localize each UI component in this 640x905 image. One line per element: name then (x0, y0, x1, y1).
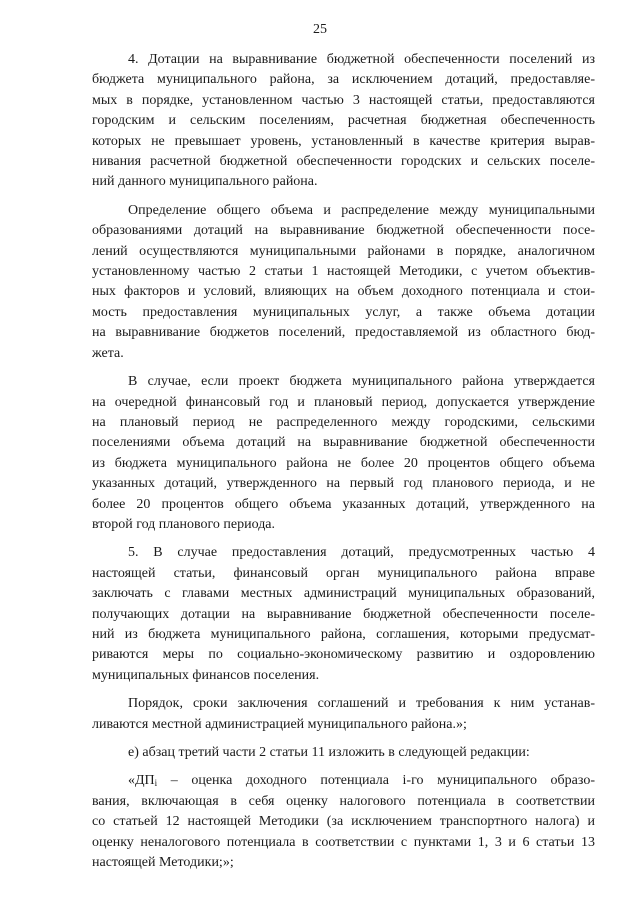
text-line: настоящей статьи, финансовый орган муниципального района вправе (92, 565, 595, 581)
text-line: Определение общего объема и распределение между муниципальными (128, 202, 595, 218)
paragraph-planning-period (92, 372, 595, 535)
text-line: заключать с главами местных администраций муниципальных образований, (92, 586, 595, 602)
text-line: е) абзац третий части 2 статьи 11 изложить в следующей редакции: (128, 745, 530, 760)
text-line: оценку неналогового потенциала в соответствии с пунктами 1, 3 и 6 статьи 13 (92, 834, 595, 850)
text-line: лений осуществляются муниципальными районами в порядке, аналогичном (92, 243, 595, 259)
text-line: получающих дотации на выравнивание бюджетной обеспеченности поселе- (92, 606, 595, 622)
paragraph-4-dotations (92, 50, 595, 193)
text-line: более 20 процентов общего объема указанных дотаций, утвержденного на (92, 496, 595, 512)
text-line: на очередной финансовый год и плановый период, допускается утверждение (92, 394, 595, 410)
text-line: на плановый период не распределенного между городскими, сельскими (92, 414, 595, 430)
text-line: риваются меры по социально-экономическому развитию и оздоровлению (92, 647, 595, 663)
text-line: поселениями объема дотаций на выравнивание бюджетной обеспеченности (92, 435, 595, 451)
text-line: В случае, если проект бюджета муниципального района утверждается (128, 374, 595, 390)
text-line: мость предоставления муниципальных услуг, а также объема дотации (92, 304, 595, 320)
text-line: городским и сельским поселениям, расчетная бюджетная обеспеченность (92, 113, 595, 129)
text-line: жета. (92, 345, 124, 361)
text-line: муниципальных финансов поселения. (92, 667, 320, 683)
text-line: ливаются местной администрацией муниципального района.»; (92, 716, 467, 732)
text-line: ных факторов и условий, влияющих на объем доходного потенциала и стои- (92, 284, 595, 300)
text-line: нивания расчетной бюджетной обеспеченности городских и сельских поселе- (92, 154, 595, 170)
text-line: со статьей 12 настоящей Методики (за исключением транспортного налога) и (92, 814, 595, 830)
formula-subscript: i (154, 778, 158, 789)
text-line: 4. Дотации на выравнивание бюджетной обеспеченности поселений из (128, 52, 595, 67)
paragraph-procedure (92, 694, 595, 735)
text-line: которых не превышает уровень, установленный в качестве критерия вырав- (92, 133, 595, 149)
text-line (92, 771, 595, 791)
text-line: 5. В случае предоставления дотаций, предусмотренных частью 4 (128, 545, 595, 561)
text-line: установленному частью 2 статьи 1 настоящей Методики, с учетом объектив- (92, 264, 595, 280)
text-line: Порядок, сроки заключения соглашений и требования к ним устанав- (128, 696, 595, 712)
text-line: ний из бюджета муниципального района, соглашения, которыми предусмат- (92, 626, 595, 642)
paragraph-5-agreements (92, 543, 595, 686)
text-line: второй год планового периода. (92, 516, 276, 532)
document-body (92, 50, 595, 873)
paragraph-amendment (92, 743, 595, 763)
text-line: мых в порядке, установленном частью 3 настоящей статьи, предоставляются (92, 92, 595, 108)
text-line: на выравнивание бюджетов поселений, предоставляемой из областного бюд- (92, 325, 595, 341)
formula-symbol: «ДП (128, 773, 155, 789)
text-line: ний данного муниципального района. (92, 174, 318, 190)
page-number: 25 (313, 22, 327, 37)
text-line: образованиями дотаций на выравнивание бюджетной обеспеченности посе- (92, 223, 595, 239)
paragraph-formula-definition (92, 771, 595, 873)
text-line: настоящей Методики;»; (92, 855, 234, 871)
formula-text: – оценка доходного потенциала i-го муниципального образо- (157, 773, 595, 789)
text-line: указанных дотаций, утвержденного на первый год планового периода, и не (92, 476, 595, 492)
text-line: из бюджета муниципального района не более 20 процентов общего объема (92, 455, 595, 471)
paragraph-definition (92, 201, 595, 364)
text-line: бюджета муниципального района, за исключением дотаций, предоставляе- (92, 72, 595, 88)
text-line: вания, включающая в себя оценку налогового потенциала в соответствии (92, 793, 595, 809)
